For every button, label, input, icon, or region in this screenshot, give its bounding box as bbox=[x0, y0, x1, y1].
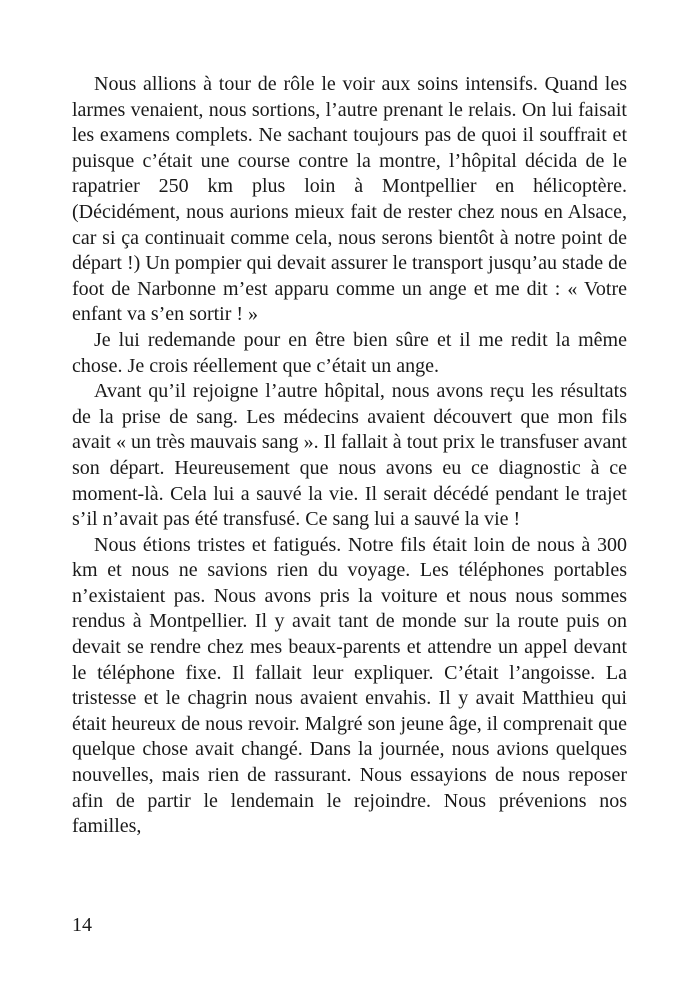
paragraph-intensive-care: Nous allions à tour de rôle le voir aux soins intensifs. Quand les larmes venaient, nous sortions, l’autre prenant le relais. On lui faisait les examens complets. Ne sachant toujours pas de quoi il souffrait et puisque c’était une course contre la montre, l’hôpital décida de le rapatrier 250 km plus loin à Montpellier en hélicoptère. (Décidément, nous aurions mieux fait de rester chez nous en Alsace, car si ça continuait comme cela, nous serons bientôt à notre point de départ !) Un pompier qui devait assurer le transport jusqu’au stade de foot de Narbonne m’est apparu comme un ange et me dit : « Votre enfant va s’en sortir ! » bbox=[72, 73, 627, 326]
page-number: 14 bbox=[72, 914, 92, 936]
page-body bbox=[72, 72, 627, 840]
paragraph-transfusion: Avant qu’il rejoigne l’autre hôpital, nous avons reçu les résultats de la prise de sang. Les médecins avaient découvert que mon fils avait « un très mauvais sang ». Il fallait à tout prix le transfuser avant son départ. Heureusement que nous avons eu ce diagnostic à ce moment-là. Cela lui a sauvé la vie. Il serait décédé pendant le trajet s’il n’avait pas été transfusé. Ce sang lui a sauvé la vie ! bbox=[72, 380, 627, 531]
paragraph-angel: Je lui redemande pour en être bien sûre et il me redit la même chose. Je crois réellement que c’était un ange. bbox=[72, 328, 627, 377]
paragraph-journey: Nous étions tristes et fatigués. Notre fils était loin de nous à 300 km et nous ne savions rien du voyage. Les téléphones portables n’existaient pas. Nous avons pris la voiture et nous nous sommes rendus à Montpellier. Il y avait tant de monde sur la route puis on devait se rendre chez mes beaux-parents et attendre un appel devant le téléphone fixe. Il fallait leur expliquer. C’était l’angoisse. La tristesse et le chagrin nous avaient envahis. Il y avait Matthieu qui était heureux de nous revoir. Malgré son jeune âge, il comprenait que quelque chose avait changé. Dans la journée, nous avions quelques nouvelles, mais rien de rassurant. Nous essayions de nous reposer afin de partir le lendemain le rejoindre. Nous prévenions nos familles, bbox=[72, 533, 627, 838]
